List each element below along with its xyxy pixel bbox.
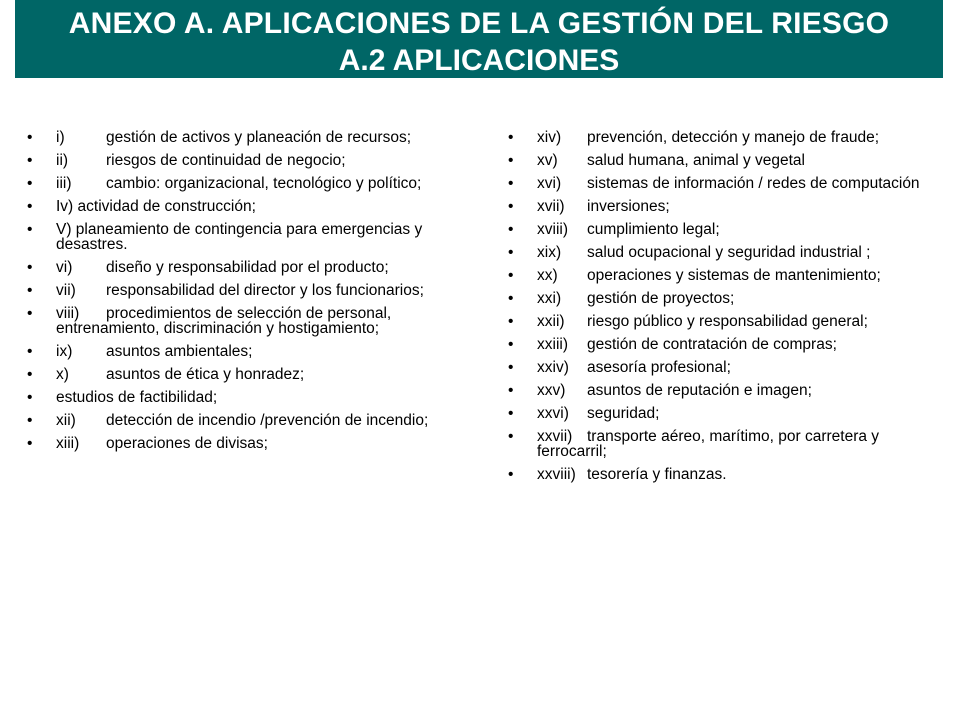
bullet-icon: •: [27, 175, 33, 192]
list-item: [508, 314, 940, 329]
bullet-icon: •: [27, 221, 33, 238]
item-text: sistemas de información / redes de computación: [587, 175, 920, 192]
list-item: [27, 199, 459, 214]
list-item: [27, 176, 459, 191]
bullet-icon: •: [27, 198, 33, 215]
list-item: [508, 176, 940, 191]
bullet-icon: •: [27, 412, 33, 429]
list-item: [508, 153, 940, 168]
item-text: responsabilidad del director y los funcionarios;: [106, 282, 424, 299]
item-text: asuntos de reputación e imagen;: [587, 382, 812, 399]
slide-title-banner: [15, 0, 943, 78]
bullet-icon: •: [508, 382, 514, 399]
item-text: riesgo público y responsabilidad general;: [587, 313, 868, 330]
list-item: [508, 291, 940, 306]
item-text: diseño y responsabilidad por el producto;: [106, 259, 389, 276]
list-item: [508, 337, 940, 352]
bullet-icon: •: [508, 336, 514, 353]
item-number: xiii): [56, 435, 80, 452]
item-text: gestión de contratación de compras;: [587, 336, 837, 353]
item-text: salud ocupacional y seguridad industrial ;: [587, 244, 871, 261]
bullet-icon: •: [27, 343, 33, 360]
list-item: [27, 130, 459, 145]
bullet-icon: •: [27, 152, 33, 169]
applications-list-right: [508, 130, 940, 490]
bullet-icon: •: [27, 282, 33, 299]
item-text: procedimientos de selección de personal, entrenamiento, discriminación y hostigamiento;: [56, 305, 392, 337]
applications-list-left: [27, 130, 459, 459]
item-number: ii): [56, 152, 69, 169]
item-text: riesgos de continuidad de negocio;: [106, 152, 346, 169]
bullet-icon: •: [508, 221, 514, 238]
item-number: xx): [537, 267, 558, 284]
list-item: [508, 360, 940, 375]
list-item: [27, 413, 459, 428]
bullet-icon: •: [508, 290, 514, 307]
list-item: [508, 383, 940, 398]
item-number: ix): [56, 343, 73, 360]
item-text: cambio: organizacional, tecnológico y político;: [106, 175, 422, 192]
bullet-icon: •: [27, 305, 33, 322]
item-text: operaciones y sistemas de mantenimiento;: [587, 267, 881, 284]
bullet-icon: •: [27, 435, 33, 452]
item-number: i): [56, 129, 65, 146]
list-item: [508, 130, 940, 145]
item-text: cumplimiento legal;: [587, 221, 720, 238]
item-number: xxviii): [537, 466, 576, 483]
bullet-icon: •: [508, 405, 514, 422]
item-text: gestión de activos y planeación de recursos;: [106, 129, 412, 146]
item-number: vii): [56, 282, 76, 299]
item-number: xiv): [537, 129, 562, 146]
list-item: [508, 245, 940, 260]
item-text: salud humana, animal y vegetal: [587, 152, 805, 169]
item-text: V) planeamiento de contingencia para emergencias y desastres.: [56, 221, 423, 253]
slide-subtitle: A.2 APLICACIONES: [338, 44, 620, 77]
slide-title: ANEXO A. APLICACIONES DE LA GESTIÓN DEL RIESGO: [68, 7, 890, 40]
item-number: vi): [56, 259, 73, 276]
bullet-icon: •: [508, 244, 514, 261]
item-text: tesorería y finanzas.: [587, 466, 727, 483]
item-number: xvi): [537, 175, 562, 192]
item-number: xix): [537, 244, 562, 261]
bullet-icon: •: [508, 267, 514, 284]
item-number: xxvi): [537, 405, 569, 422]
bullet-icon: •: [508, 198, 514, 215]
item-number: xxvii): [537, 428, 573, 445]
item-number: xxi): [537, 290, 562, 307]
bullet-icon: •: [508, 129, 514, 146]
bullet-icon: •: [27, 129, 33, 146]
item-number: xxv): [537, 382, 566, 399]
list-item: [27, 153, 459, 168]
item-text: transporte aéreo, marítimo, por carretera y ferrocarril;: [537, 428, 880, 460]
item-text: asuntos de ética y honradez;: [106, 366, 305, 383]
item-text: asuntos ambientales;: [106, 343, 253, 360]
list-item: [27, 344, 459, 359]
item-number: x): [56, 366, 69, 383]
item-number: xxii): [537, 313, 565, 330]
item-text: estudios de factibilidad;: [56, 389, 218, 406]
item-text: gestión de proyectos;: [587, 290, 735, 307]
item-number: xxiv): [537, 359, 569, 376]
item-number: xviii): [537, 221, 568, 238]
item-text: seguridad;: [587, 405, 660, 422]
list-item: [27, 390, 459, 405]
list-item: [508, 268, 940, 283]
item-text: Iv) actividad de construcción;: [56, 198, 256, 215]
bullet-icon: •: [508, 175, 514, 192]
list-item: [508, 467, 940, 482]
list-item: [508, 429, 940, 459]
item-number: xv): [537, 152, 558, 169]
bullet-icon: •: [27, 389, 33, 406]
item-text: detección de incendio /prevención de incendio;: [106, 412, 429, 429]
item-text: asesoría profesional;: [587, 359, 731, 376]
bullet-icon: •: [508, 466, 514, 483]
item-text: inversiones;: [587, 198, 670, 215]
bullet-icon: •: [508, 428, 514, 445]
bullet-icon: •: [27, 366, 33, 383]
item-number: xii): [56, 412, 76, 429]
item-text: operaciones de divisas;: [106, 435, 268, 452]
list-item: [27, 306, 459, 336]
item-text: prevención, detección y manejo de fraude;: [587, 129, 880, 146]
list-item: [27, 283, 459, 298]
item-number: xvii): [537, 198, 565, 215]
list-item: [27, 436, 459, 451]
item-number: viii): [56, 305, 80, 322]
list-item: [508, 199, 940, 214]
bullet-icon: •: [27, 259, 33, 276]
list-item: [27, 260, 459, 275]
list-item: [508, 406, 940, 421]
list-item: [27, 222, 459, 252]
item-number: xxiii): [537, 336, 568, 353]
list-item: [508, 222, 940, 237]
bullet-icon: •: [508, 152, 514, 169]
bullet-icon: •: [508, 359, 514, 376]
bullet-icon: •: [508, 313, 514, 330]
item-number: iii): [56, 175, 72, 192]
list-item: [27, 367, 459, 382]
